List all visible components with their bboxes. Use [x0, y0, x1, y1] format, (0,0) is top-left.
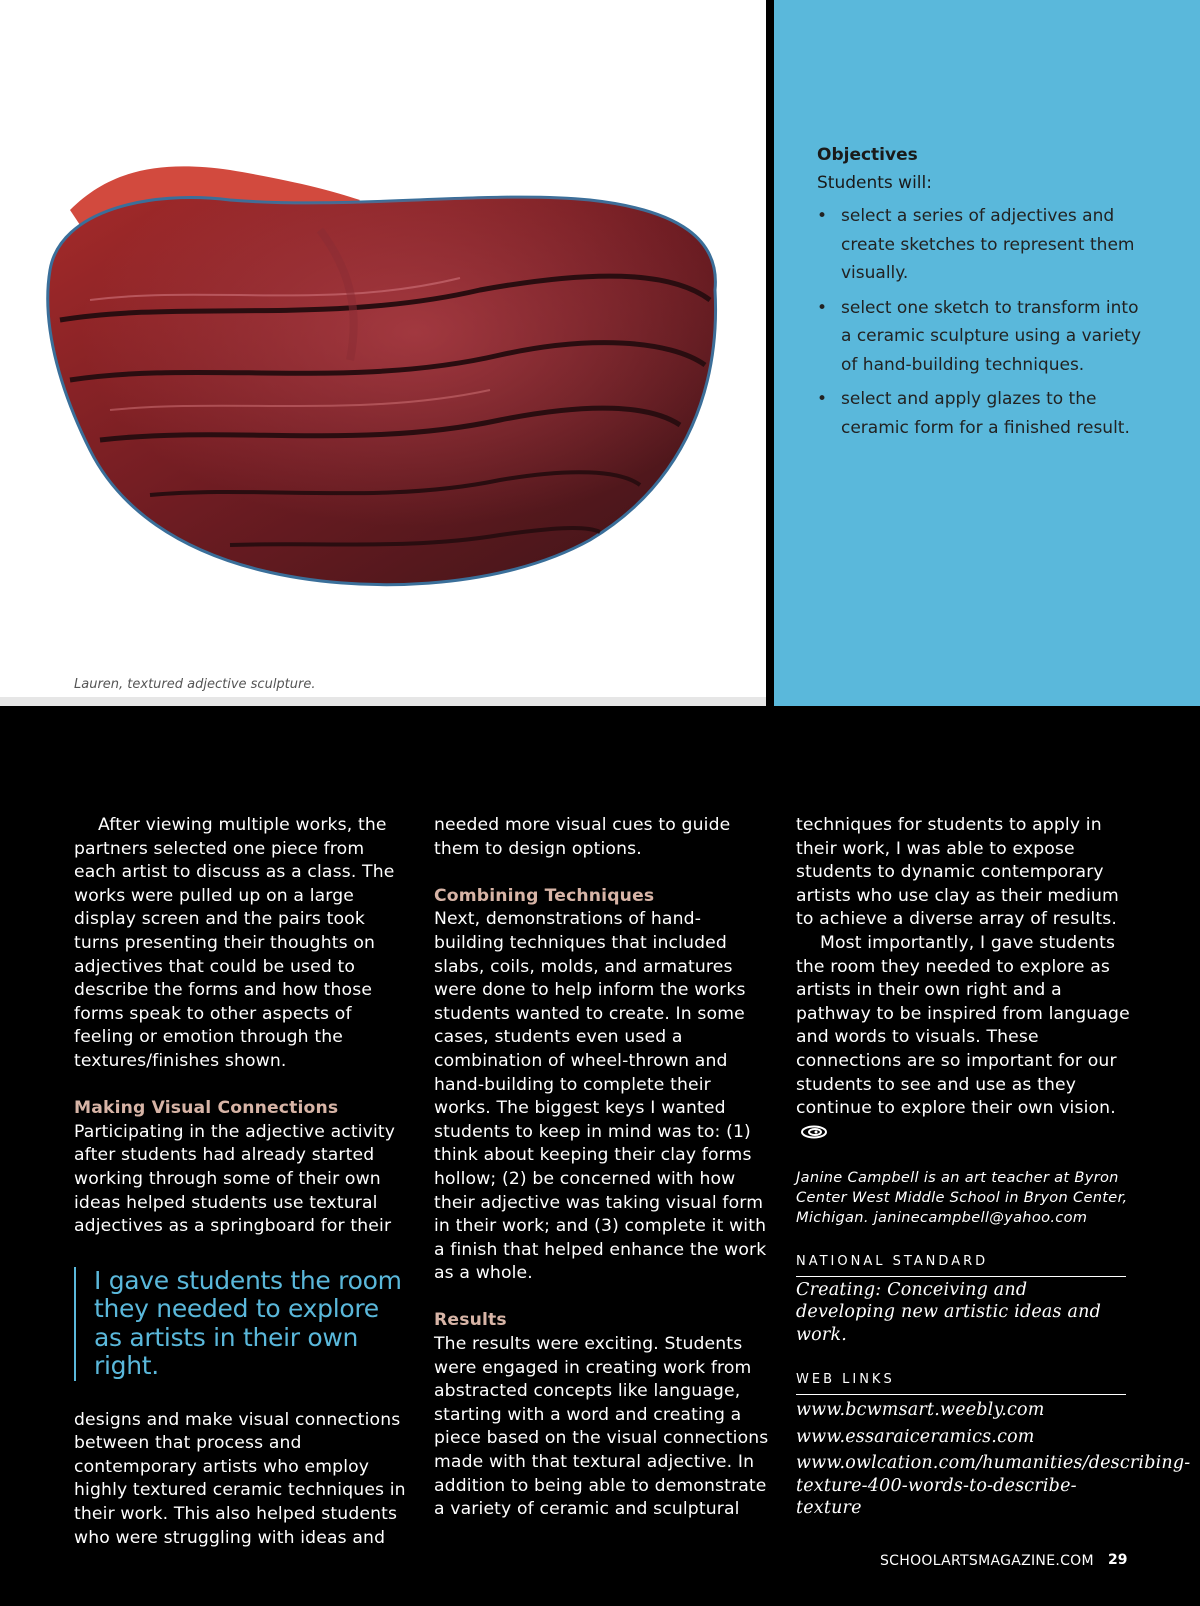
objective-text: select and apply glazes to the ceramic form for a finished result.	[841, 389, 1130, 438]
page-number: 29	[1108, 1552, 1128, 1568]
body-paragraph: The results were exciting. Students were engaged in creating work from abstracted concepts like language, starting with a word and creating a piece based on the visual connections made with that textural adjective. In addition to being able to demonstrate a variety of ceramic and sculptural	[434, 1334, 769, 1520]
photo-panel	[0, 0, 766, 706]
article-column-2	[434, 814, 769, 1522]
author-bio: Janine Campbell is an art teacher at Byron Center West Middle School in Bryon Center, Michigan. janinecampbell@yahoo.com	[796, 1169, 1128, 1227]
photo-caption: Lauren, textured adjective sculpture.	[74, 677, 316, 692]
web-link[interactable]: www.owlcation.com/humanities/describing-texture-400-words-to-describe-texture	[796, 1453, 1191, 1518]
objectives-sidebar	[774, 0, 1200, 706]
objectives-intro: Students will:	[817, 173, 932, 193]
web-link[interactable]: www.bcwmsart.weebly.com	[796, 1400, 1045, 1420]
body-paragraph: After viewing multiple works, the partners selected one piece from each artist to discuss as a class. The works were pulled up on a large display screen and the pairs took turns presenting their thoughts on adjectives that could be used to describe the forms and how those forms speak to other aspects of feeling or emotion through the textures/finishes shown.	[74, 815, 395, 1071]
sculpture-photo	[30, 150, 730, 610]
body-paragraph: techniques for students to apply in their work, I was able to expose students to dynamic contemporary artists who use clay as their medium to achieve a diverse array of results.	[796, 815, 1119, 930]
photo-bottom-strip	[0, 697, 766, 706]
body-paragraph: Participating in the adjective activity after students had already started working through some of their own ideas helped students use textural adjectives as a springboard for their	[74, 1121, 396, 1237]
bullet-icon: •	[817, 389, 828, 409]
footer-site-name: SCHOOLARTSMAGAZINE.COM	[880, 1553, 1094, 1569]
objective-text: select a series of adjectives and create sketches to represent them visually.	[841, 206, 1135, 283]
section-heading-results: Results	[434, 1310, 507, 1331]
bullet-icon: •	[817, 206, 828, 226]
body-paragraph: needed more visual cues to guide them to design options.	[434, 815, 731, 859]
objectives-heading: Objectives	[817, 145, 918, 165]
article-column-3	[796, 814, 1191, 1520]
national-standard-text: Creating: Conceiving and developing new artistic ideas and work.	[796, 1279, 1101, 1345]
body-paragraph: Next, demonstrations of hand-building techniques that included slabs, coils, molds, and armatures were done to help inform the works students wanted to create. In some cases, students even used a combination of wheel-thrown and hand-building to complete their works. The biggest keys I wanted students to keep in mind was to: (1) think about keeping their clay forms hollow; (2) be concerned with how their adjective was taking visual form in their work; and (3) complete it with a finish that helped enhance the work as a whole.	[434, 909, 767, 1284]
objective-item	[817, 385, 1147, 442]
objectives-content	[817, 142, 1147, 448]
objective-text: select one sketch to transform into a ceramic sculpture using a variety of hand-building techniques.	[841, 297, 1141, 375]
section-heading-combining-techniques: Combining Techniques	[434, 885, 655, 906]
bullet-icon: •	[817, 297, 828, 318]
section-heading-making-visual-connections: Making Visual Connections	[74, 1098, 339, 1119]
objective-item	[817, 202, 1147, 288]
web-links-label: WEB LINKS	[796, 1368, 1126, 1395]
body-paragraph: designs and make visual connections between that process and contemporary artists who employ highly textured ceramic techniques in their work. This also helped students who were struggling with ideas and	[74, 1409, 406, 1548]
national-standard-label: NATIONAL STANDARD	[796, 1250, 1126, 1277]
web-link[interactable]: www.essaraiceramics.com	[796, 1426, 1035, 1447]
article-column-1	[74, 814, 409, 1550]
closing-text: Most importantly, I gave students the room they needed to explore as artists in their own right and a pathway to be inspired from language and words to visuals. These connections are so important for our students to see and use as they continue to explore their own vision.	[796, 932, 1130, 1119]
objectives-list	[817, 202, 1147, 442]
pull-quote: I gave students the room they needed to explore as artists in their own right.	[74, 1267, 409, 1381]
objective-item	[817, 294, 1147, 380]
body-paragraph-closing	[796, 932, 1131, 1144]
spiral-end-mark-icon	[800, 1125, 828, 1139]
